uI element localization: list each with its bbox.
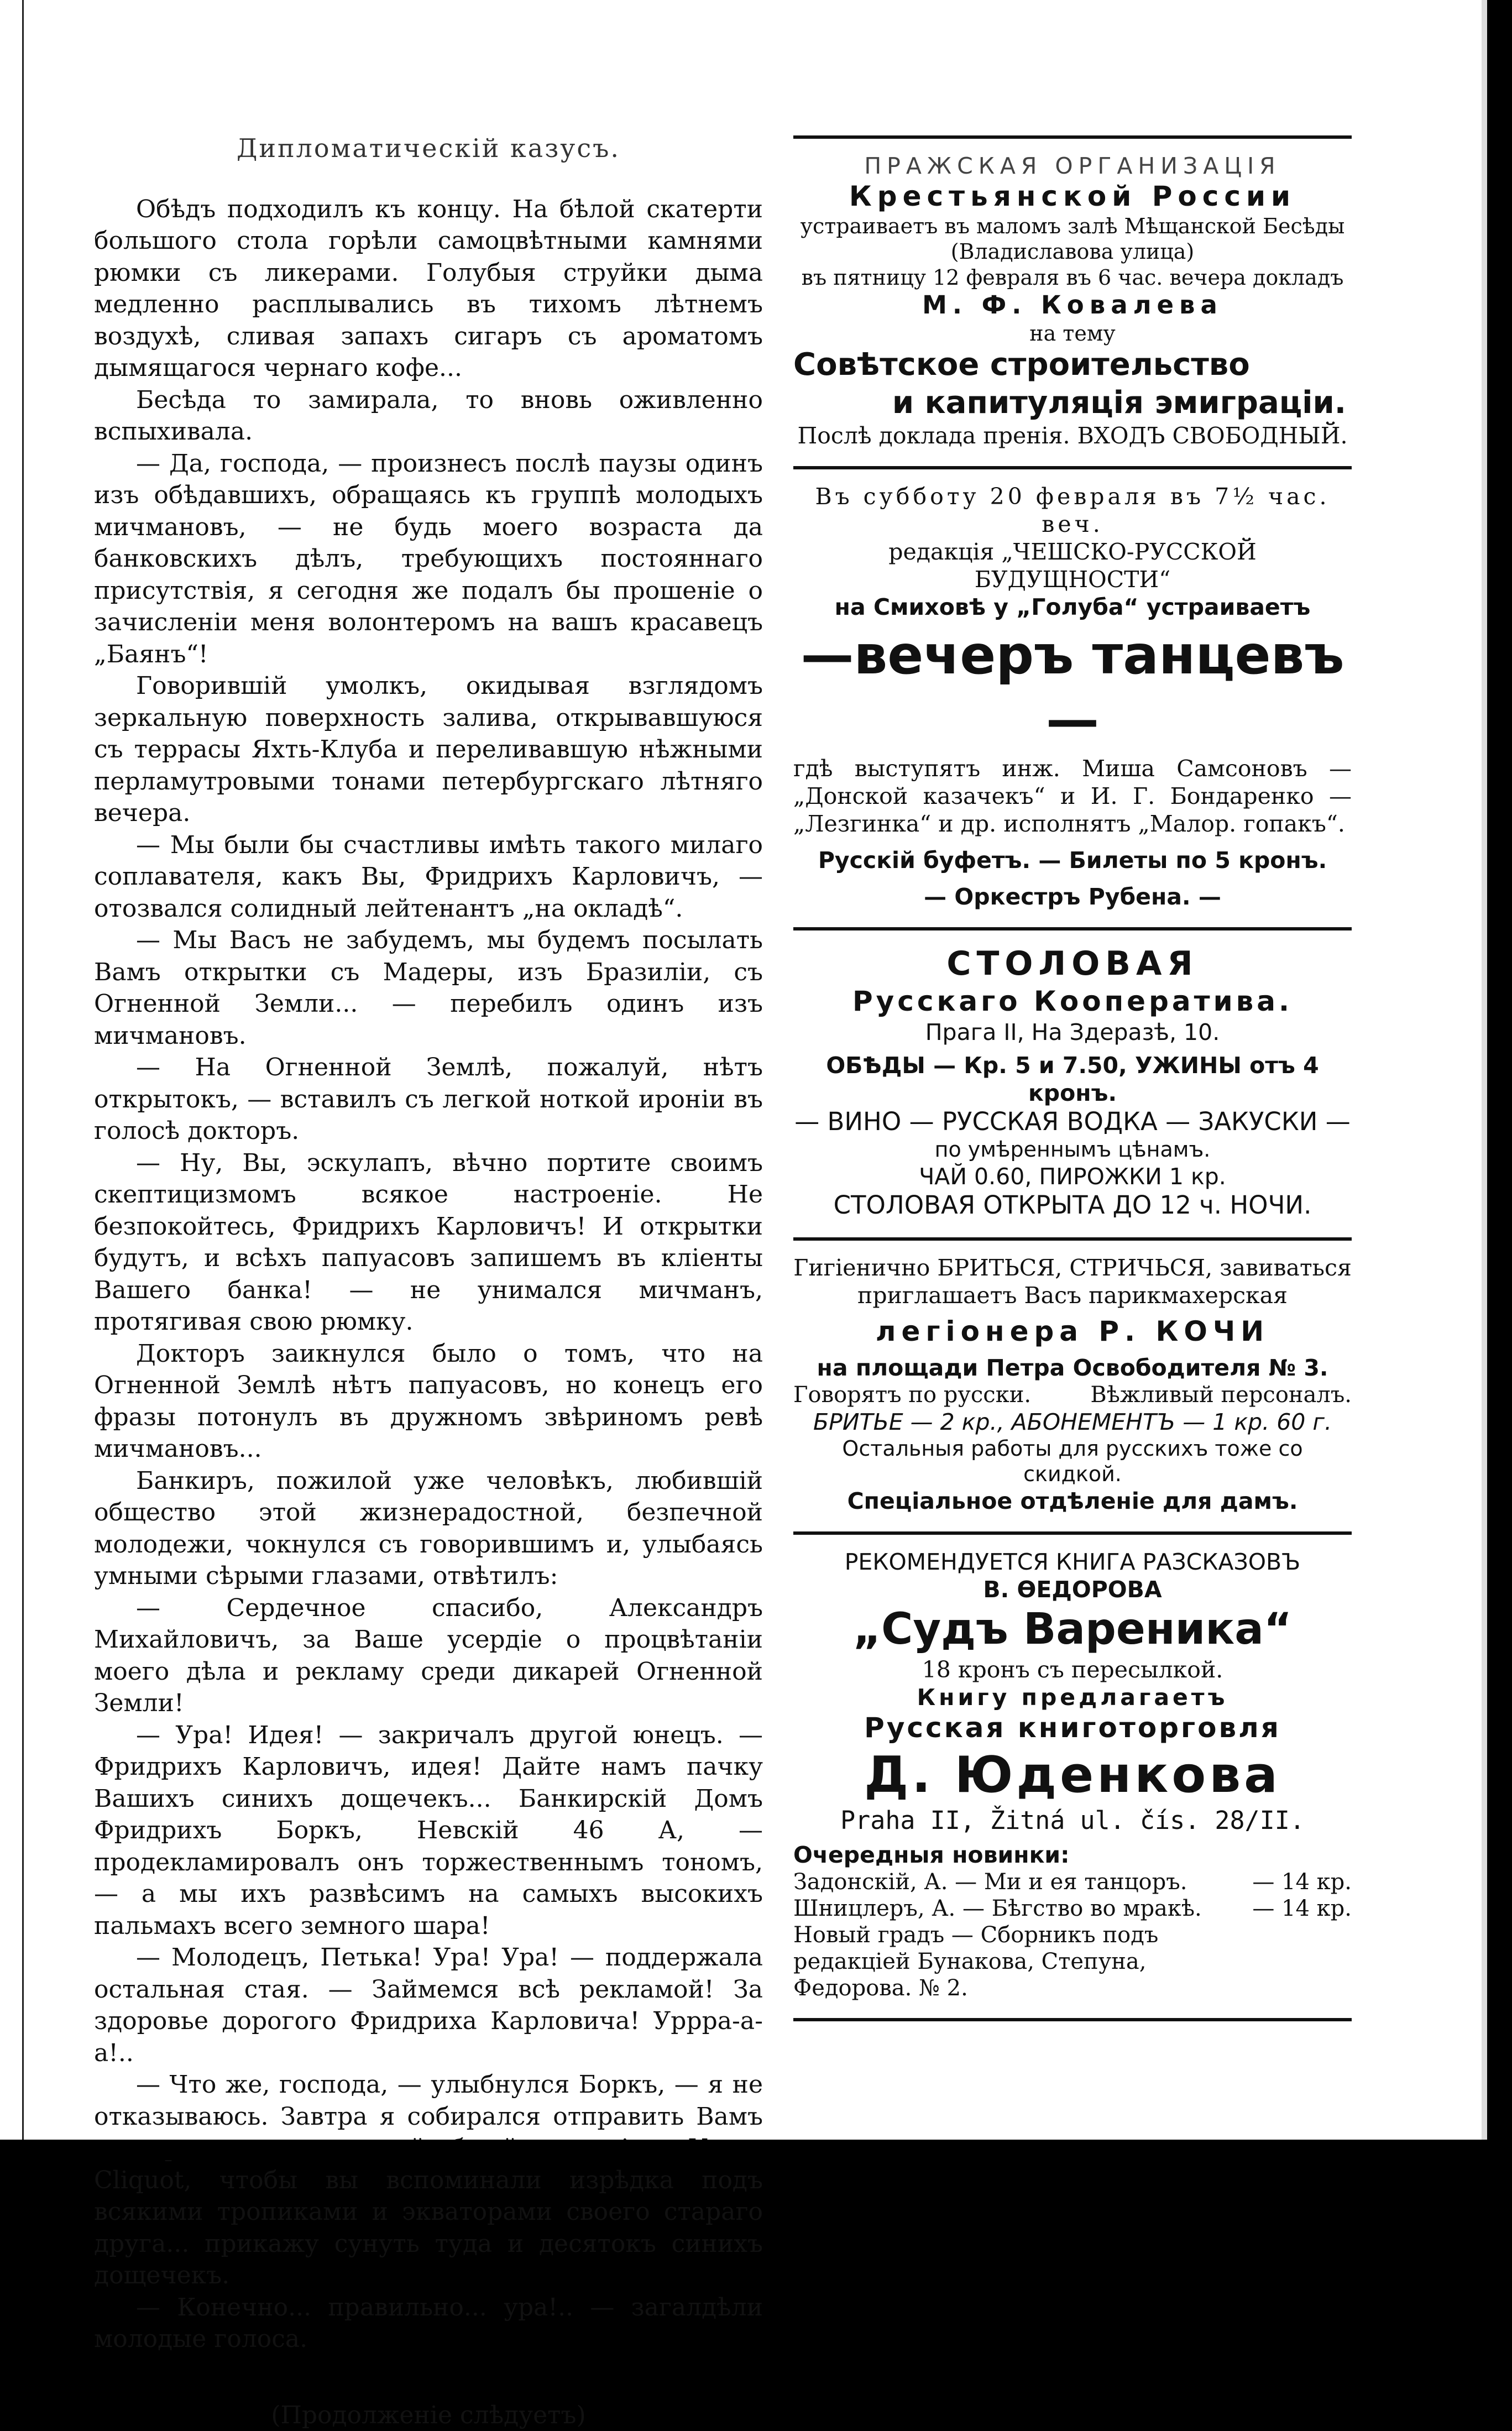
ad-lecture-footer: Послѣ доклада пренія. ВХОДЪ СВОБОДНЫЙ.	[793, 422, 1352, 449]
ad-dance-line: редакція „ЧЕШСКО-РУССКОЙ БУДУЩНОСТИ“	[793, 538, 1352, 593]
article-column	[94, 133, 763, 2431]
ad-lecture-speaker: М. Ф. Ковалева	[793, 290, 1352, 321]
ad-bookshop-title: „Судъ Вареника“	[793, 1603, 1352, 1656]
ad-bookshop-item-left: Новый градъ — Сборникъ подъ редакціей Бунакова, Степуна, Федорова. № 2.	[793, 1922, 1247, 2001]
ad-canteen-subtitle: Русскаго Кооператива.	[793, 985, 1352, 1018]
article-paragraph: — Мы были бы счастливы имѣть такого милаго соплавателя, какъ Вы, Фридрихъ Карловичъ, — отозвался солидный лейтенантъ „на окладѣ“.	[94, 829, 763, 925]
ad-lecture-topic: и капитуляція эмиграціи.	[793, 384, 1352, 422]
article-paragraph: — Ура! Идея! — закричалъ другой юнецъ. — Фридрихъ Карловичъ, идея! Дайте намъ пачку Вашихъ синихъ дощечекъ... Банкирскій Домъ Фридрихъ Боркъ, Невскій 46 А, — продекламировалъ онъ торжественнымъ тономъ, — а мы ихъ развѣсимъ на самыхъ высокихъ пальмахъ всего земного шара!	[94, 1719, 763, 1942]
ad-canteen-hours: СТОЛОВАЯ ОТКРЫТА ДО 12 ч. НОЧИ.	[793, 1190, 1352, 1221]
ad-bookshop-item-left: Задонскій, А. — Ми и ея танцоръ.	[793, 1869, 1187, 1895]
ad-canteen-tea: ЧАЙ 0.60, ПИРОЖКИ 1 кр.	[793, 1163, 1352, 1190]
ad-barber-langs-left: Говорятъ по русски.	[793, 1382, 1031, 1408]
ad-bookshop-item-right: — 14 кр.	[1252, 1869, 1352, 1895]
bottom-scan-border	[0, 2140, 1512, 2160]
left-margin-strip	[0, 0, 24, 2140]
article-paragraph: Докторъ заикнулся было о томъ, что на Огненной Землѣ нѣтъ папуасовъ, но конецъ его фразы потонулъ въ дружномъ звѣриномъ ревѣ мичмановъ...	[94, 1338, 763, 1465]
ad-dance-buffet: Русскій буфетъ. — Билеты по 5 кронъ.	[793, 846, 1352, 874]
article-paragraph: Банкиръ, пожилой уже человѣкъ, любившій общество этой жизнерадостной, безпечной молодежи, чокнулся съ говорившимъ и, улыбаясь умными сѣрыми глазами, отвѣтилъ:	[94, 1465, 763, 1592]
ad-bookshop-shop: Русская книготорговля	[793, 1711, 1352, 1745]
newspaper-page	[22, 0, 1482, 2140]
ad-lecture	[793, 139, 1352, 466]
ad-barber-prices: БРИТЬЕ — 2 кр., АБОНЕМЕНТЪ — 1 кр. 60 г.	[793, 1408, 1352, 1436]
ad-lecture-line: устраиваетъ въ маломъ залѣ Мѣщанской Бесѣды	[793, 213, 1352, 239]
ad-barber-address: на площади Петра Освободителя № 3.	[793, 1354, 1352, 1382]
ad-bookshop-offers: Книгу предлагаетъ	[793, 1684, 1352, 1711]
article-paragraph: Говорившій умолкъ, окидывая взглядомъ зеркальную поверхность залива, открывавшуюся съ террасы Яхть-Клуба и переливавшую нѣжными перламутровыми тонами петербургскаго лѣтняго вечера.	[94, 670, 763, 829]
ads-column	[793, 135, 1352, 2021]
ad-lecture-org: ПРАЖСКАЯ ОРГАНИЗАЦІЯ	[793, 152, 1352, 180]
ad-barber-discount: Остальныя работы для русскихъ тоже со скидкой.	[793, 1436, 1352, 1487]
ad-dance-line: на Смиховѣ у „Голуба“ устраиваетъ	[793, 593, 1352, 621]
ad-dance-evening	[793, 469, 1352, 927]
ad-canteen	[793, 930, 1352, 1237]
ad-lecture-org2: Крестьянской России	[793, 180, 1352, 213]
article-paragraph: — Да, господа, — произнесъ послѣ паузы одинъ изъ обѣдавшихъ, обращаясь къ группѣ молодыхъ мичмановъ, — не будь моего возраста да банковскихъ дѣлъ, требующихъ постояннаго присутствія, я сегодня же подалъ бы прошеніе о зачисленіи меня волонтеромъ на вашъ красавецъ „Баянъ“!	[94, 448, 763, 671]
ad-canteen-meals: ОБѢДЫ — Кр. 5 и 7.50, УЖИНЫ отъ 4 кронъ.	[793, 1052, 1352, 1107]
article-paragraph: — На Огненной Землѣ, пожалуй, нѣтъ открытокъ, — вставилъ съ легкой ноткой ироніи въ голосѣ докторъ.	[94, 1052, 763, 1147]
ad-barber	[793, 1241, 1352, 1531]
ad-bookshop	[793, 1535, 1352, 2019]
ad-barber-langs-right: Вѣжливый персоналъ.	[1090, 1382, 1352, 1408]
ad-dance-headline: —вечеръ танцевъ—	[793, 623, 1352, 752]
ad-canteen-title: СТОЛОВАЯ	[793, 944, 1352, 984]
article-paragraph: — Что же, господа, — улыбнулся Боркъ, — я не отказываюсь. Завтра я собирался отправить Вамъ Cliquot, чтобы вы вспоминали изрѣдка подъ всякими тропиками и экваторами своего стараго друга... прикажу сунуть туда и десятокъ синихъ дощечекъ.	[94, 2069, 763, 2292]
article-paragraph: — Сердечное спасибо, Александръ Михайловичъ, за Ваше усердіе о процвѣтаніи моего дѣла и рекламу среди дикарей Огненной Земли!	[94, 1592, 763, 1719]
ad-barber-ladies: Спеціальное отдѣленіе для дамъ.	[793, 1487, 1352, 1515]
ad-barber-line: приглашаетъ Васъ парикмахерская	[793, 1282, 1352, 1309]
ad-dance-orchestra: — Оркестръ Рубена. —	[793, 883, 1352, 911]
article-paragraph: — Конечно... правильно... ура!.. — загалдѣли молодые голоса.	[94, 2292, 763, 2355]
article-paragraph: — Молодецъ, Петька! Ура! Ура! — поддержала остальная стая. — Займемся всѣ рекламой! За здоровье дорогого Фридриха Карловича! Урррa-а-а!..	[94, 1942, 763, 2069]
ad-bookshop-item	[793, 1895, 1352, 1922]
right-page-edge	[1482, 0, 1487, 2140]
ad-barber-line: Гигіенично БРИТЬСЯ, СТРИЧЬСЯ, завиваться	[793, 1254, 1352, 1282]
article-title: Дипломатическій казусъ.	[94, 133, 763, 165]
ad-bookshop-item-left: Шницлеръ, А. — Бѣгство во мракѣ.	[793, 1895, 1202, 1922]
ad-lecture-topic: Совѣтское строительство	[793, 346, 1352, 384]
ad-bookshop-item	[793, 1922, 1352, 2001]
ad-lecture-theme-label: на тему	[793, 321, 1352, 346]
ad-bookshop-price: 18 кронъ съ пересылкой.	[793, 1656, 1352, 1684]
ad-canteen-prices: по умѣреннымъ цѣнамъ.	[793, 1137, 1352, 1162]
ad-bookshop-item-right: — 14 кр.	[1252, 1895, 1352, 1922]
ad-barber-name: легіонера Р. КОЧИ	[793, 1315, 1352, 1348]
continued-note: (Продолженіе слѣдуетъ)	[94, 2399, 763, 2431]
article-paragraph: Бесѣда то замирала, то вновь оживленно вспыхивала.	[94, 384, 763, 448]
article-paragraph: Обѣдъ подходилъ къ концу. На бѣлой скатерти большого стола горѣли самоцвѣтными камнями рюмки съ ликерами. Голубыя струйки дыма медленно расплывались въ тихомъ лѣтнемъ воздухѣ, сливая запахъ сигаръ съ ароматомъ дымящагося чернаго кофе...	[94, 194, 763, 384]
ad-bookshop-address: Praha II, Žitná ul. čís. 28/II.	[793, 1806, 1352, 1836]
ad-barber-langs	[793, 1382, 1352, 1408]
divider	[793, 2018, 1352, 2021]
ad-dance-desc: гдѣ выступятъ инж. Миша Самсоновъ — „Донской казачекъ“ и И. Г. Бондаренко — „Лезгинка“ и др. исполнятъ „Малор. гопакъ“.	[793, 755, 1352, 838]
ad-dance-line: Въ субботу 20 февраля въ 7½ час. веч.	[793, 483, 1352, 538]
ad-canteen-drinks: — ВИНО — РУССКАЯ ВОДКА — ЗАКУСКИ —	[793, 1107, 1352, 1137]
ad-bookshop-new-label: Очередныя новинки:	[793, 1841, 1352, 1869]
article-paragraph: — Ну, Вы, эскулапъ, вѣчно портите своимъ скептицизмомъ всякое настроеніе. Не безпокойтесь, Фридрихъ Карловичъ! И открытки будутъ, и всѣхъ папуасовъ запишемъ въ кліенты Вашего банка! — не унимался мичманъ, протягивая свою рюмку.	[94, 1147, 763, 1338]
ad-lecture-line: (Владиславова улица)	[793, 239, 1352, 264]
ad-canteen-address: Прага II, На Здеразѣ, 10.	[793, 1018, 1352, 1046]
ad-bookshop-owner: Д. Юденкова	[793, 1745, 1352, 1806]
ad-bookshop-author: В. ѲЕДОРОВА	[793, 1576, 1352, 1603]
ad-bookshop-line: РЕКОМЕНДУЕТСЯ КНИГА РАЗСКАЗОВЪ	[793, 1548, 1352, 1576]
ad-bookshop-item	[793, 1869, 1352, 1895]
article-paragraph: — Мы Васъ не забудемъ, мы будемъ посылать Вамъ открытки съ Мадеры, изъ Бразиліи, съ Огненной Земли... — перебилъ одинъ изъ мичмановъ.	[94, 924, 763, 1052]
ad-lecture-line: въ пятницу 12 февраля въ 6 час. вечера докладъ	[793, 265, 1352, 290]
